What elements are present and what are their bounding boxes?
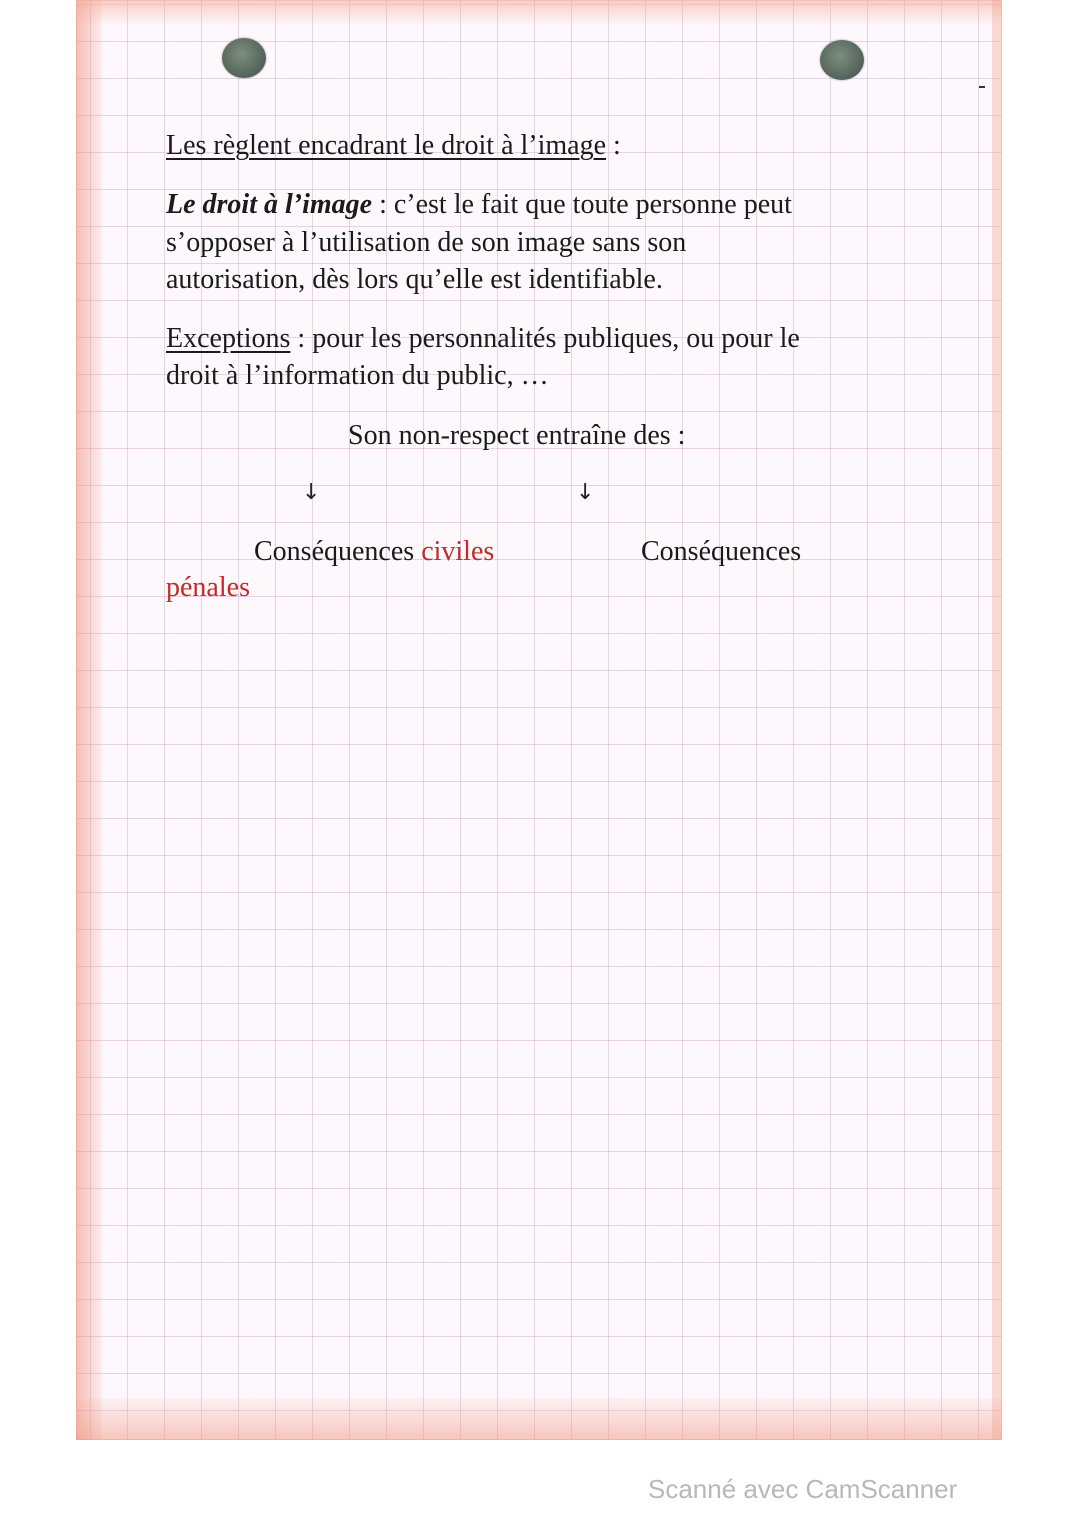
exceptions-text-1: : pour les personnalités publiques, ou pour le xyxy=(290,323,800,354)
margin-mark xyxy=(979,86,985,88)
left-edge-shadow xyxy=(76,0,102,1440)
section-heading xyxy=(166,127,621,164)
definition-line-2: s’opposer à l’utilisation de son image sans son xyxy=(166,227,687,258)
exceptions-line-1 xyxy=(166,320,800,357)
bottom-edge-shadow xyxy=(76,1398,1002,1440)
heading-text: Les règlent encadrant le droit à l’image xyxy=(166,130,607,161)
consequences-civiles: civiles xyxy=(414,536,495,567)
definition-text-1: : c’est le fait que toute personne peut xyxy=(372,189,792,220)
definition-line-1 xyxy=(166,186,792,223)
definition-line-3: autorisation, dès lors qu’elle est identifiable. xyxy=(166,264,663,295)
top-edge-shadow xyxy=(76,0,1002,24)
definition-term: Le droit à l’image xyxy=(166,189,373,220)
right-edge-shadow xyxy=(992,0,1002,1440)
consequences-left xyxy=(254,533,494,570)
arrow-left-icon: ↓ xyxy=(302,480,321,505)
consequences-left-word: Conséquences xyxy=(254,536,415,567)
scanner-watermark: Scanné avec CamScanner xyxy=(648,1474,958,1504)
punch-hole-left-icon xyxy=(222,38,266,78)
consequences-intro: Son non-respect entraîne des : xyxy=(348,420,686,451)
exceptions-line-2: droit à l’information du public, … xyxy=(166,360,549,391)
heading-suffix: : xyxy=(606,130,621,161)
consequences-right: Conséquences xyxy=(641,536,802,567)
consequences-penales: pénales xyxy=(166,572,250,603)
exceptions-label: Exceptions xyxy=(166,323,291,354)
punch-hole-right-icon xyxy=(820,40,864,80)
arrow-right-icon: ↓ xyxy=(576,480,595,505)
